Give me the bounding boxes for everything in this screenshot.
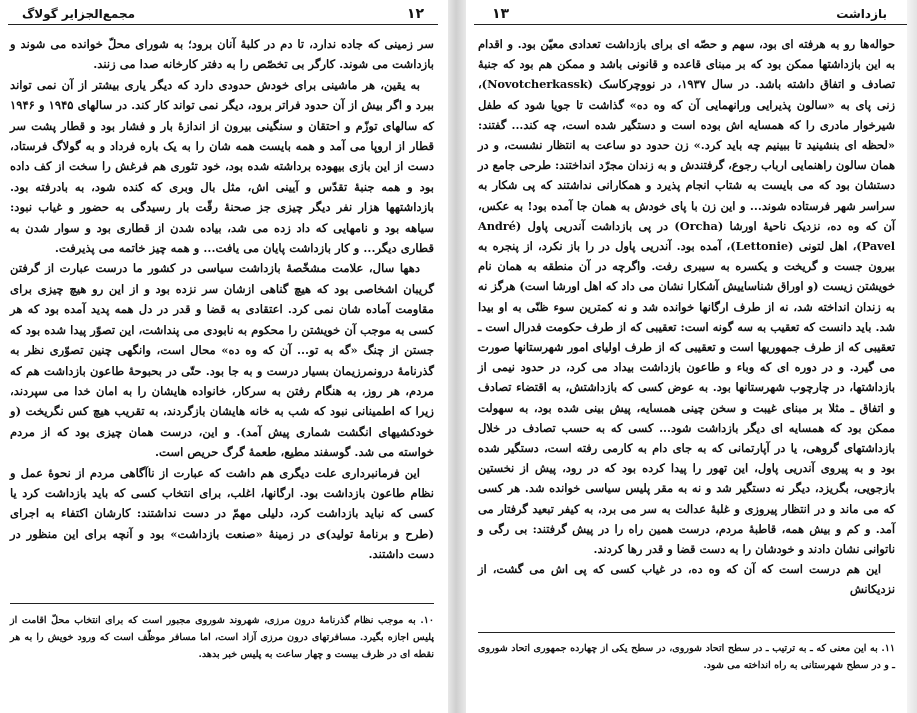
body-text [10,34,434,565]
paragraph: این هم درست است که آن که وه ده، در غیاب کسی که پی اش می گشت، از نزدیکانش [478,562,895,597]
right-page [466,0,917,713]
page-number: ۱۳ [492,6,510,22]
paragraph: این فرمانبرداری علت دیگری هم داشت که عبارت از ناآگاهی مردم از نحوهٔ عمل و نظام طاعون بازداشت بود. ارگانها، اغلب، برای انتخاب کسی که باید بازداشت کرد یا کسی که نباید بازداشت کرد، دلیلی مهمّ در دست نداشتند: کارشان اکتفاء به اجرای (طرح و برنامهٔ تولید)ی در زمینهٔ «صنعت بازداشت» بود و آنچه برای این منظور در دست داشتند. [10,465,434,562]
running-header [474,6,907,25]
book-gutter [448,0,466,713]
footnote: ۱۰. به موجب نظام گذرنامهٔ درون مرزی، شهروند شوروی مجبور است که برای انتخاب محلّ اقامت از پلیس اجازه بگیرد. مسافرتهای درون مرزی آزاد است، اما مسافر موظّف است که ورود خویش را به هر نقطه ای در ظرف بیست و چهار ساعت به پلیس خبر بدهد. [10,615,434,660]
left-page [0,0,448,713]
footnote-rule [478,632,895,633]
running-header [8,6,438,25]
running-title: بازداشت [836,7,887,21]
body-text [478,34,895,600]
footnote: ۱۱. به این معنی که ـ به ترتیب ـ در سطح اتحاد شوروی، در سطح یکی از چهارده جمهوری اتحاد شوروی ـ و در سطح شهرستانی به راه انداخته می شود. [478,643,895,671]
paragraph: سر زمینی که جاده ندارد، تا دم در کلبهٔ آنان برود؛ به شورای محلّ خوانده می شوند و بازداشت می شوند. کارگر بی تخصّص را به دفتر کارخانه صدا می زنند. [10,37,434,72]
paragraph: حواله‌ها رو به هرفته ای بود، سهم و حصّه ای برای بازداشت تعدادی معیّن بود. و اقدام به این بازداشتها ممکن بود که بر مبنای قاعده و قانونی باشد و ممکن هم بود که جنبهٔ تصادف و اتفاق داشته باشد. در سال ۱۹۳۷، در نووچرکاسک (Novotcherkassk)، زنی پای به «سالون پذیرایی ورانهمایی آن که وه ده» گذاشت تا جویا شود که طفل شیرخوار مادری را که همسایه اش بوده است و دستگیر شده است، چه کند... گفتند: «لحظه ای بنشینید تا ببینیم چه باید کرد.» زن حدود دو ساعت به انتظار نشست، و در همان سالون راهنمایی ارباب رجوع، گرفتندش و به زندان مجرّد انداختند: طرحی جامع در دستشان بود که می بایست به شتاب انجام پذیرد و همکارانی نداشتند که پی شکار به سراسر شهر فرستاده شوند... و این زن با پای خودش به همان جا آمده بود! به عکس، آن که وه ده، نزدیک ناحیهٔ اورشا (Orcha) در پی بازداشت آندریی پاول (André Pavel)، اهل لتونی (Lettonie)، آمده بود. آندریی پاول در را باز نکرد، از پنجره به بیرون جست و گریخت و یکسره به سیبری رفت. واگرچه در آن منطقه به همان نام خویشتن زیست (و اوراق شناساییش آشکارا نشان می داد که اهل اورشا است) هرگز نه به زندان انداخته شد، نه از طرف ارگانها خوانده شد و نه کمترین سوء ظنّی به او بیدا شد. باید دانست که تعقیب به سه گونه است: تعقیبی که از طرف حکومت فدرال است ـ تعقیبی که از طرف جمهوریها است و تعقیبی که از طرف اولیای امور شهرستانها صورت می گیرد. و در دوره ای که وباء و طاعون بازداشت بیداد می کرد، در حدود نیمی از بازداشتها، در چارچوب شهرستانها بود. به عوض کسی که بازداشتش، به اقتضاء تصادف و اتفاق ـ مثلا بر مبنای غیبت و سخن چینی همسایه، پیش بینی شده بود، به سهولت ممکن بود که همسایه ای دیگر بازداشت شود... کسی که به حسب تصادف در خلال بازداشتهای گروهی، یا در آپارتمانی که به جای دام به کارمی رفته است، دستگیر شده بود و به پیروی آندریی پاول، این تهور را پیدا کرده بود که در رود، پیش از نخستین بازجویی، بگریزد، دیگر نه دستگیر شد و نه به مقر پلیس سیاسی خوانده شد. هر کسی که می ماند و در انتظار پیروزی و غلبهٔ عدالت به سر می برد، به کیفر تبعید گرفتار می آمد. و کم و بیش همه، قاطبهٔ مردم، درست همین راه را در پیش گرفتند: بی رگی و ناتوانی نشان دادند و خودشان را به دست قضا و قدر رها کردند. [478,37,896,557]
running-title: مجمع‌الجزایر گولاگ [22,7,136,21]
page-number: ۱۲ [406,6,424,22]
footnote-rule [10,603,434,604]
paragraph: دهها سال، علامت مشخّصهٔ بازداشت سیاسی در کشور ما درست عبارت از گرفتن گریبان اشخاصی بود که هیچ گناهی ازشان سر نزده بود و از این رو هیچ چیزی برای مقاومت آماده شان نمی کرد. اعتقادی به قضا و قدر در دل همه پدید آمده بود که هر کسی به موجب آن خویشتن را محکوم به نابودی می پنداشت، این تصوّر پیدا شده بود که جستن از چنگ «گه به تو... آن که وه ده» محال است، وانگهی چنین تصوّری نظر به گذرنامهٔ درونمرزیمان بسیار درست و به جا بود. حتّی در بحبوحهٔ طاعون بازداشت هم که مردم، هر روز، به هنگام رفتن به سرکار، خانواده هایشان را به امان خدا می سپردند، زیرا که اطمینانی نبود که شب به خانه هایشان بازگردند، به تقریب هیچ کس نگریخت (و خودکشیهای انگشت شماری پیش آمد). و این، درست همان چیزی بود که از مردم خواسته می شد. گوسفند مطیع، طعمهٔ گرگ حریص است. [10,261,434,460]
paragraph: به یقین، هر ماشینی برای خودش حدودی دارد که دیگر یاری بیشتر از آن نمی تواند ببرد و اگر بیش از آن حدود فراتر برود، دیگر نمی تواند کار کند. در سالهای ۱۹۴۵ و ۱۹۴۶ که سالهای توزّم و احتقان و سنگینی بیرون از اندازهٔ بار و فشار بود و قطار پشت سر قطار از اروپا می آمد و همه بایست همه شان را به یک باره فرداد و به گولاگ فرستاد، دست از این بازی بیهوده برداشته شده بود، خود تئوری هم فرغش را سخت از کف داده بود و همه جنبهٔ تقدّس و آیینی اش، مثل بال وبری که کنده شود، به بادرفته بود. بازداشتهها هزار نفر دیگر چیزی جز صحنهٔ رقّت بار رسیدگی به حضور و غیاب نبود: سیاهه بود و نامهایی که داد زده می شد، بیاده شدن از قطاری بود و سوار شدن به قطاری دیگر... و کار بازداشت پایان می یافت... و همه چیز خاتمه می پذیرفت. [10,77,435,256]
scan-edge [907,0,917,713]
